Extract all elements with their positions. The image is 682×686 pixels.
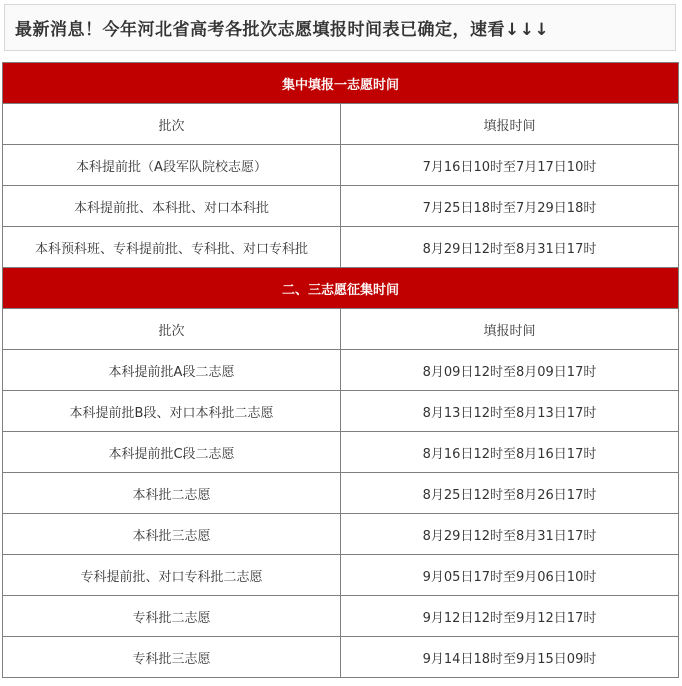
table-row (3, 432, 679, 473)
time-cell: 8月25日12时至8月26日17时 (341, 473, 679, 514)
time-cell: 8月09日12时至8月09日17时 (341, 350, 679, 391)
column-header-batch: 批次 (3, 309, 341, 350)
time-cell: 8月29日12时至8月31日17时 (341, 227, 679, 268)
table-row (3, 145, 679, 186)
page-title: 最新消息！今年河北省高考各批次志愿填报时间表已确定，速看↓↓↓ (15, 20, 550, 40)
section-title: 集中填报一志愿时间 (3, 63, 679, 104)
batch-cell: 本科提前批（A段军队院校志愿） (3, 145, 341, 186)
column-header-time: 填报时间 (341, 309, 679, 350)
time-cell: 9月14日18时至9月15日09时 (341, 637, 679, 678)
batch-cell: 本科提前批、本科批、对口本科批 (3, 186, 341, 227)
batch-cell: 专科批三志愿 (3, 637, 341, 678)
section-title: 二、三志愿征集时间 (3, 268, 679, 309)
batch-cell: 本科预科班、专科提前批、专科批、对口专科批 (3, 227, 341, 268)
table-row (3, 555, 679, 596)
time-cell: 9月05日17时至9月06日10时 (341, 555, 679, 596)
time-cell: 9月12日12时至9月12日17时 (341, 596, 679, 637)
section-header-row (3, 63, 679, 104)
section-header-row (3, 268, 679, 309)
time-cell: 8月16日12时至8月16日17时 (341, 432, 679, 473)
time-cell: 8月13日12时至8月13日17时 (341, 391, 679, 432)
batch-cell: 本科批三志愿 (3, 514, 341, 555)
batch-cell: 本科提前批A段二志愿 (3, 350, 341, 391)
batch-cell: 专科提前批、对口专科批二志愿 (3, 555, 341, 596)
batch-cell: 本科提前批C段二志愿 (3, 432, 341, 473)
batch-cell: 本科提前批B段、对口本科批二志愿 (3, 391, 341, 432)
time-cell: 7月25日18时至7月29日18时 (341, 186, 679, 227)
column-header-row (3, 309, 679, 350)
table-row (3, 350, 679, 391)
column-header-time: 填报时间 (341, 104, 679, 145)
column-header-batch: 批次 (3, 104, 341, 145)
time-cell: 8月29日12时至8月31日17时 (341, 514, 679, 555)
table-row (3, 473, 679, 514)
batch-cell: 本科批二志愿 (3, 473, 341, 514)
table-row (3, 637, 679, 678)
column-header-row (3, 104, 679, 145)
news-header (4, 4, 676, 51)
table-row (3, 186, 679, 227)
table-row (3, 391, 679, 432)
batch-cell: 专科批二志愿 (3, 596, 341, 637)
schedule-table (2, 62, 679, 678)
table-row (3, 514, 679, 555)
time-cell: 7月16日10时至7月17日10时 (341, 145, 679, 186)
table-row (3, 227, 679, 268)
table-row (3, 596, 679, 637)
